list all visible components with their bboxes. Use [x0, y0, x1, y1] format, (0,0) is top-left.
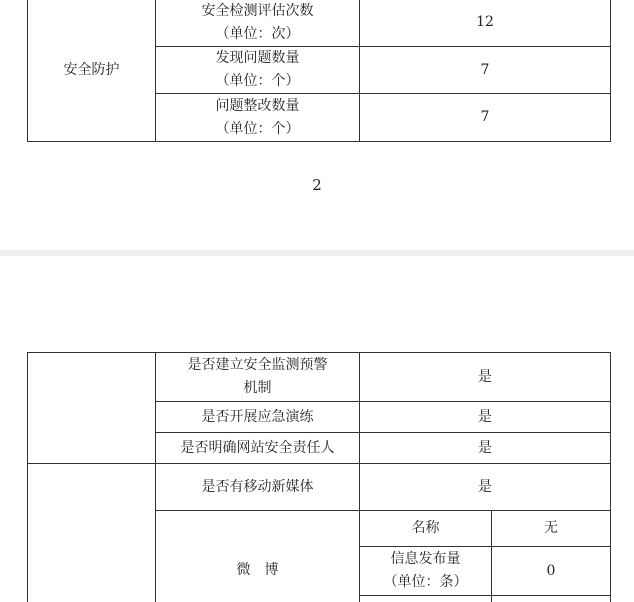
metric-unit: （单位：个） — [215, 73, 300, 89]
weibo-label-cell — [155, 510, 360, 602]
weibo-name-header: 名称 — [411, 520, 440, 536]
category-cell — [27, 0, 156, 142]
metric-value: 7 — [480, 61, 490, 78]
weibo-next-value-cell — [491, 595, 611, 602]
item-label-cell — [155, 352, 360, 402]
item-label-cell — [155, 432, 360, 464]
weibo-name-header-cell — [359, 510, 492, 547]
metric-label-cell — [155, 93, 360, 142]
weibo-posts-label: 信息发布量 — [390, 551, 461, 567]
category-cell-empty — [27, 463, 156, 602]
category-label: 安全防护 — [63, 61, 120, 78]
item-value: 是 — [478, 478, 492, 495]
item-value-cell — [359, 463, 611, 511]
weibo-posts-unit: （单位：条） — [383, 574, 468, 590]
metric-value-cell — [359, 46, 611, 94]
item-label: 是否有移动新媒体 — [201, 478, 314, 495]
weibo-next-label-cell — [359, 595, 492, 602]
weibo-posts-label-cell — [359, 546, 492, 596]
metric-value-cell — [359, 93, 611, 142]
item-value-cell — [359, 432, 611, 464]
document-page-lower — [0, 256, 634, 602]
metric-label: 问题整改数量 — [215, 97, 300, 114]
page-number: 2 — [312, 176, 322, 194]
item-label: 是否明确网站安全责任人 — [180, 439, 335, 456]
weibo-posts-value: 0 — [546, 562, 556, 579]
weibo-name-value-cell — [491, 510, 611, 547]
item-label-cell — [155, 463, 360, 511]
item-label-cell — [155, 401, 360, 433]
metric-label: 发现问题数量 — [215, 50, 300, 66]
weibo-name-value: 无 — [544, 520, 558, 536]
metric-unit: （单位：个） — [215, 120, 300, 137]
weibo-posts-value-cell — [491, 546, 611, 596]
item-label-continued: 机制 — [243, 380, 272, 396]
item-label: 是否建立安全监测预警 — [187, 357, 328, 373]
metric-unit: （单位：次） — [215, 25, 300, 42]
weibo-label: 微博 — [236, 561, 293, 578]
category-cell-empty — [27, 352, 156, 464]
metric-value: 7 — [480, 109, 490, 125]
document-page-upper — [0, 0, 634, 250]
metric-label-cell — [155, 46, 360, 94]
item-label: 是否开展应急演练 — [201, 408, 314, 425]
metric-value: 12 — [476, 14, 494, 30]
item-value-cell — [359, 352, 611, 402]
metric-label-cell — [155, 0, 360, 47]
metric-label: 安全检测评估次数 — [201, 2, 314, 19]
item-value: 是 — [478, 408, 492, 425]
metric-value-cell — [359, 0, 611, 47]
item-value-cell — [359, 401, 611, 433]
item-value: 是 — [478, 368, 492, 385]
item-value: 是 — [478, 439, 492, 456]
